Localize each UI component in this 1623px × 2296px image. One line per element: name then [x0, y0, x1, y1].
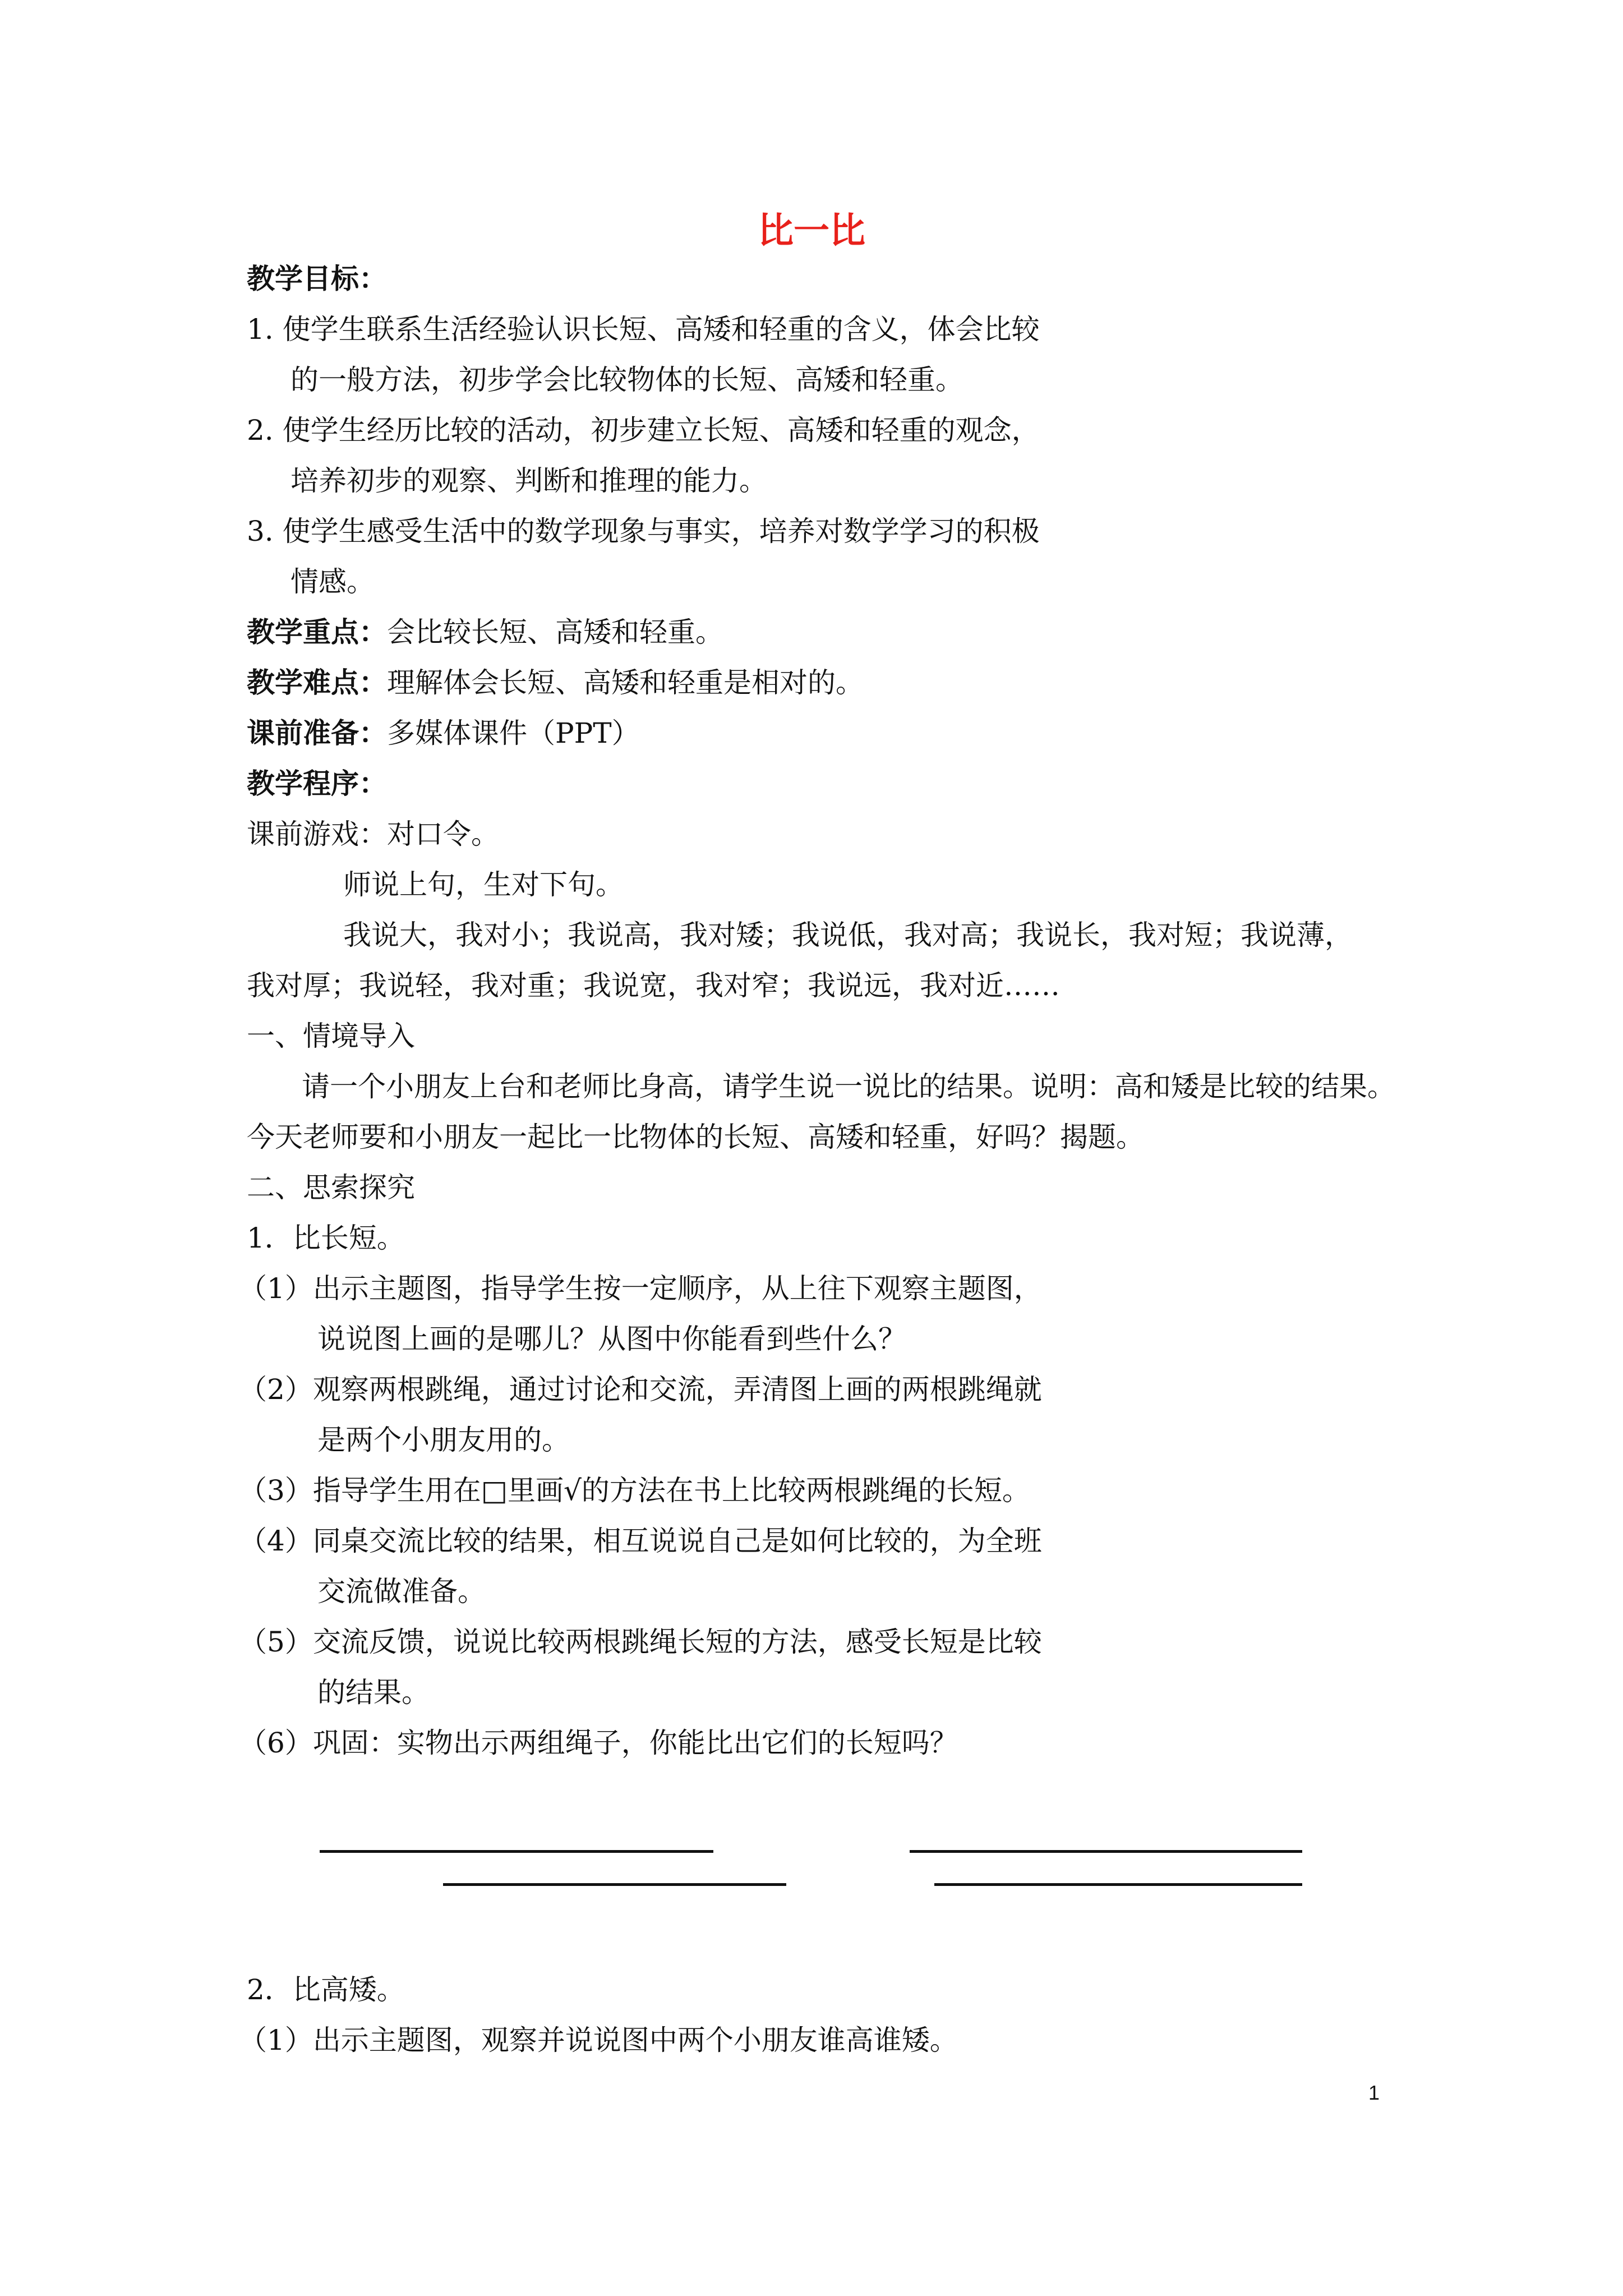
step-5-text: 交流反馈，说说比较两根跳绳长短的方法，感受长短是比较	[312, 1626, 1042, 1658]
objective-3-line-1	[247, 512, 1040, 551]
difficulty	[247, 663, 864, 702]
preparation-label: 课前准备：	[247, 717, 387, 749]
step-3-number: （3）	[239, 1474, 313, 1507]
objectives-heading: 教学目标：	[247, 263, 387, 295]
rope-group-2-short-line	[934, 1883, 1302, 1886]
step-1-text: 出示主题图，指导学生按一定顺序，从上往下观察主题图，	[312, 1272, 1042, 1305]
objective-2-line-1	[247, 411, 1040, 450]
section-1-heading: 一、情境导入	[247, 1020, 415, 1052]
objective-1-text: 使学生联系生活经验认识长短、高矮和轻重的含义，体会比较	[282, 313, 1040, 346]
step-5-line-1	[239, 1622, 1042, 1662]
objective-1-number: 1.	[247, 313, 274, 346]
objective-1-line-2: 的一般方法，初步学会比较物体的长短、高矮和轻重。	[291, 364, 963, 396]
step-6-number: （6）	[239, 1727, 313, 1759]
objective-2-text: 使学生经历比较的活动，初步建立长短、高矮和轻重的观念，	[282, 414, 1040, 447]
step-2-text: 观察两根跳绳，通过讨论和交流，弄清图上画的两根跳绳就	[312, 1373, 1042, 1406]
difficulty-text: 理解体会长短、高矮和轻重是相对的。	[387, 666, 864, 699]
height-step-1-text: 出示主题图，观察并说说图中两个小朋友谁高谁矮。	[312, 2024, 958, 2056]
game-intro: 课前游戏：对口令。	[247, 818, 499, 850]
objective-3-number: 3.	[247, 515, 274, 547]
rope-group-1-long-line	[320, 1850, 713, 1853]
preparation-text: 多媒体课件（PPT）	[387, 717, 640, 749]
page-title: 比一比	[758, 210, 865, 252]
procedure-heading: 教学程序：	[247, 767, 387, 800]
step-6-line-1	[239, 1723, 958, 1763]
rope-group-1-short-line	[443, 1883, 786, 1886]
step-2-line-2: 是两个小朋友用的。	[317, 1424, 570, 1456]
step-4-line-1	[239, 1521, 1042, 1561]
difficulty-label: 教学难点：	[247, 666, 387, 699]
section-1-line-2: 今天老师要和小朋友一起比一比物体的长短、高矮和轻重，好吗？揭题。	[247, 1121, 1144, 1153]
key-point-label: 教学重点：	[247, 616, 387, 648]
height-step-1	[239, 2021, 958, 2060]
step-3-line-1	[239, 1471, 1030, 1510]
step-4-number: （4）	[239, 1525, 313, 1557]
step-1-line-2: 说说图上画的是哪儿？从图中你能看到些什么？	[317, 1323, 906, 1355]
preparation	[247, 714, 640, 753]
key-point-text: 会比较长短、高矮和轻重。	[387, 616, 723, 648]
objective-2-number: 2.	[247, 414, 274, 447]
objective-3-text: 使学生感受生活中的数学现象与事实，培养对数学学习的积极	[282, 515, 1040, 547]
step-1-number: （1）	[239, 1272, 313, 1305]
subsection-2-heading: 2．比高矮。	[247, 1973, 405, 2006]
step-6-text: 巩固：实物出示两组绳子，你能比出它们的长短吗？	[312, 1727, 958, 1759]
step-5-number: （5）	[239, 1626, 313, 1658]
objective-3-line-2: 情感。	[291, 565, 375, 598]
key-point	[247, 613, 723, 652]
game-line-2: 我对厚；我说轻，我对重；我说宽，我对窄；我说远，我对近……	[247, 969, 1060, 1002]
height-step-1-number: （1）	[239, 2024, 313, 2056]
objective-2-line-2: 培养初步的观察、判断和推理的能力。	[291, 464, 767, 497]
game-line-1: 我说大，我对小；我说高，我对矮；我说低，我对高；我说长，我对短；我说薄，	[343, 919, 1353, 951]
step-2-line-1	[239, 1370, 1042, 1409]
subsection-1-heading: 1．比长短。	[247, 1222, 405, 1254]
step-5-line-2: 的结果。	[317, 1676, 430, 1709]
step-4-text: 同桌交流比较的结果，相互说说自己是如何比较的，为全班	[312, 1525, 1042, 1557]
section-2-heading: 二、思索探究	[247, 1171, 415, 1204]
step-2-number: （2）	[239, 1373, 313, 1406]
step-1-line-1	[239, 1269, 1042, 1308]
step-4-line-2: 交流做准备。	[317, 1575, 486, 1608]
rope-group-2-long-line	[910, 1850, 1302, 1853]
objective-1-line-1	[247, 310, 1040, 349]
section-1-line-1: 请一个小朋友上台和老师比身高，请学生说一说比的结果。说明：高和矮是比较的结果。	[302, 1070, 1395, 1103]
page-number: 1	[1368, 2081, 1380, 2104]
step-3-text: 指导学生用在□里画√的方法在书上比较两根跳绳的长短。	[312, 1474, 1030, 1507]
game-rule: 师说上句，生对下句。	[343, 868, 624, 901]
